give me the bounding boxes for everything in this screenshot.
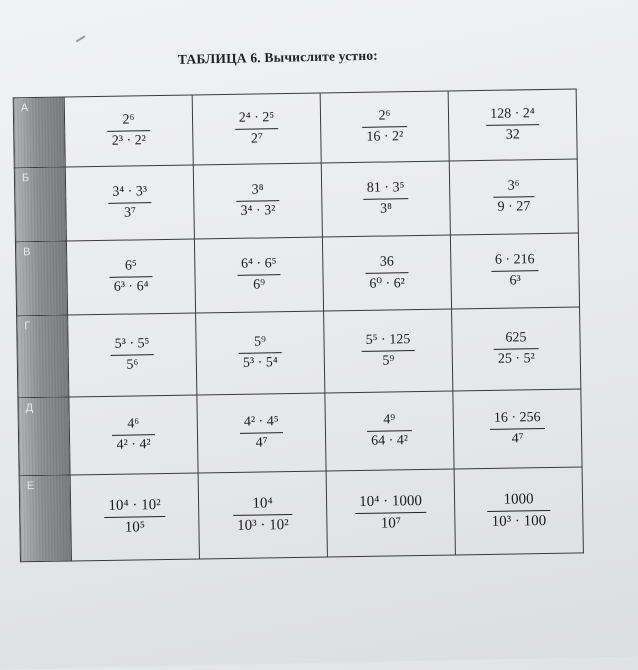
fraction-numerator: 10⁴ · 10²	[108, 497, 161, 514]
expression-cell	[70, 473, 199, 561]
fraction-denominator: 16 · 2²	[362, 126, 407, 146]
fraction-denominator: 9 · 27	[493, 196, 534, 216]
fraction-denominator: 4² · 4²	[112, 434, 154, 454]
expression-cell	[68, 313, 197, 397]
table-row	[14, 159, 578, 242]
expression-cell	[453, 389, 582, 469]
row-label: Д	[25, 402, 34, 415]
fraction-numerator: 2⁴ · 2⁵	[238, 110, 275, 126]
fraction	[111, 336, 154, 374]
fraction-numerator: 3⁴ · 3³	[112, 184, 148, 200]
row-label-cell	[13, 97, 65, 168]
fraction-denominator: 10³ · 100	[487, 510, 550, 531]
fraction-denominator: 2³ · 2²	[108, 130, 150, 150]
fraction-denominator: 10³ · 10²	[233, 514, 293, 535]
row-label: Е	[26, 480, 35, 493]
fraction-numerator: 81 · 3⁵	[366, 180, 405, 196]
row-label-cell	[15, 241, 67, 316]
fraction	[233, 495, 293, 535]
fraction	[493, 330, 538, 368]
fraction-numerator: 4⁶	[127, 416, 140, 432]
fraction-numerator: 10⁴ · 1000	[359, 492, 423, 510]
expression-cell	[450, 233, 579, 309]
fraction-numerator: 5⁹	[253, 334, 267, 350]
expression-cell	[194, 237, 323, 313]
fraction	[362, 332, 415, 370]
pen-mark	[76, 35, 85, 41]
expression-cell	[454, 467, 583, 555]
expression-cell	[321, 161, 450, 237]
fraction-numerator: 3⁸	[251, 182, 264, 198]
row-label-cell	[17, 315, 69, 398]
fraction-denominator: 6³	[491, 270, 539, 290]
fraction	[365, 254, 409, 293]
fraction	[237, 256, 281, 294]
fraction-numerator: 3⁶	[507, 178, 520, 194]
expression-cell	[322, 235, 451, 311]
fraction-numerator: 625	[505, 330, 527, 346]
fraction	[239, 334, 282, 372]
table-row	[17, 307, 581, 398]
fraction-numerator: 128 · 2⁴	[490, 106, 535, 122]
expression-cell	[64, 95, 193, 167]
fraction	[355, 493, 426, 533]
fraction-denominator: 4⁷	[240, 432, 283, 452]
fraction	[235, 110, 279, 148]
fraction-denominator: 10⁷	[355, 512, 426, 533]
fraction-denominator: 3⁷	[108, 202, 151, 222]
fraction	[367, 412, 412, 450]
fraction-numerator: 10⁴	[252, 495, 273, 512]
expression-cell	[326, 469, 455, 557]
fraction-numerator: 1000	[503, 491, 534, 508]
fraction	[240, 414, 283, 452]
row-label-cell	[19, 475, 71, 562]
fraction-numerator: 2⁶	[378, 108, 391, 124]
expression-cell	[66, 239, 195, 315]
fraction-denominator: 3⁴ · 3²	[236, 200, 279, 220]
expression-cell	[65, 165, 194, 241]
fraction-denominator: 6⁹	[237, 274, 281, 294]
fraction-denominator: 3⁸	[363, 198, 409, 218]
expression-cell	[449, 159, 578, 235]
fraction-numerator: 5⁵ · 125	[365, 332, 411, 348]
expression-cell	[324, 309, 453, 393]
fraction-numerator: 4⁹	[383, 412, 396, 428]
row-label-cell	[14, 167, 66, 242]
fraction	[104, 497, 165, 537]
expression-cell	[196, 311, 325, 395]
expression-cell	[193, 163, 322, 239]
fraction-numerator: 6 · 216	[494, 252, 535, 268]
row-label: Б	[21, 172, 30, 185]
fraction-denominator: 25 · 5²	[494, 348, 539, 368]
table-row	[18, 389, 582, 476]
fraction-denominator: 5³ · 5⁴	[239, 352, 282, 372]
fraction	[236, 182, 279, 220]
expression-cell	[198, 471, 327, 559]
fraction-denominator: 10⁵	[105, 516, 166, 537]
fraction-numerator: 6⁴ · 6⁵	[240, 256, 277, 272]
row-label: Г	[24, 320, 31, 333]
fraction-denominator: 5⁹	[362, 350, 415, 370]
fraction	[486, 106, 539, 144]
expression-cell	[197, 393, 326, 473]
fraction-denominator: 4⁷	[490, 428, 545, 448]
fraction-numerator: 2⁶	[122, 112, 135, 128]
fraction	[108, 184, 151, 222]
expression-cell	[325, 391, 454, 471]
fraction-denominator: 5⁶	[111, 354, 154, 374]
fraction-denominator: 6³ · 6⁴	[110, 276, 153, 296]
fraction	[112, 416, 155, 454]
table-title: ТАБЛИЦА 6. Вычислите устно:	[177, 47, 379, 67]
fraction-numerator: 5³ · 5⁵	[114, 336, 150, 352]
fraction	[490, 410, 545, 448]
fraction-denominator: 6⁰ · 6²	[365, 272, 409, 293]
fraction-denominator: 2⁷	[235, 128, 279, 148]
fraction-numerator: 16 · 256	[493, 410, 541, 426]
table-row	[15, 233, 579, 316]
fraction	[493, 178, 534, 216]
fraction	[107, 112, 150, 150]
expression-cell	[320, 91, 449, 163]
fraction-denominator: 64 · 4²	[367, 430, 412, 450]
fraction	[487, 491, 550, 531]
exercise-table	[13, 88, 584, 562]
fraction-numerator: 36	[379, 253, 394, 270]
expression-cell	[448, 89, 577, 161]
fraction	[491, 252, 539, 290]
row-label: А	[20, 102, 29, 115]
fraction	[109, 258, 152, 296]
fraction-numerator: 6⁵	[124, 258, 137, 274]
expression-cell	[69, 395, 198, 475]
expression-cell	[192, 93, 321, 165]
table-row	[19, 467, 583, 562]
expression-cell	[452, 307, 581, 391]
fraction-denominator: 32	[486, 124, 539, 144]
table-row	[13, 89, 577, 168]
fraction	[362, 108, 407, 146]
row-label: В	[23, 246, 31, 259]
fraction-numerator: 4² · 4⁵	[243, 414, 279, 430]
fraction	[363, 180, 409, 218]
row-label-cell	[18, 397, 70, 476]
